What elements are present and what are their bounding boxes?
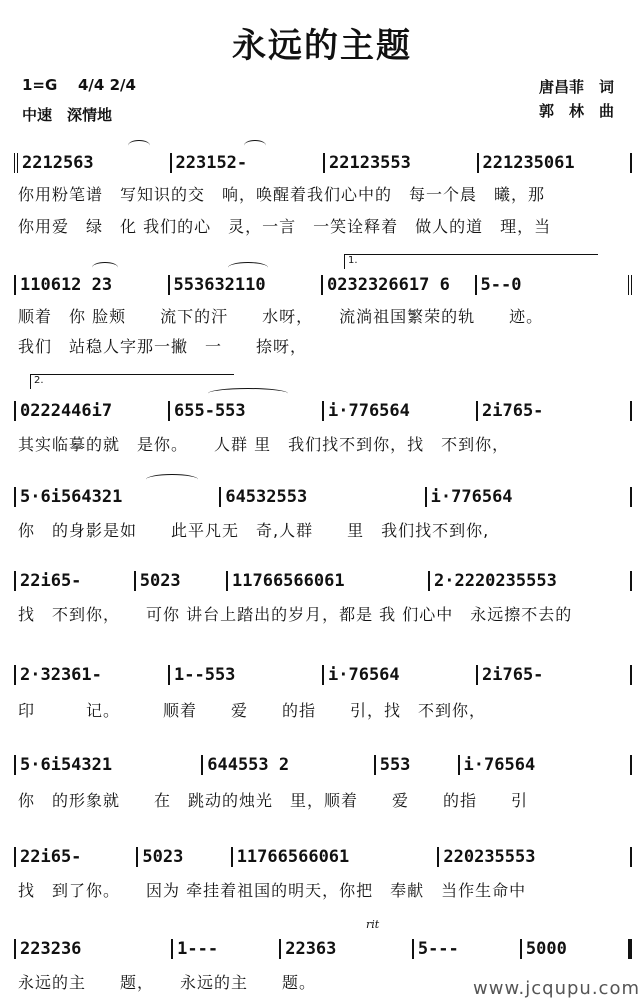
measure: 220235553 bbox=[437, 847, 632, 867]
measure: 655-553 bbox=[168, 401, 322, 421]
ritardando-marking: rit bbox=[366, 918, 380, 931]
measure: 11766566061 bbox=[231, 847, 438, 867]
measure: i·776564 bbox=[425, 487, 632, 507]
watermark-text: www.jcqupu.com bbox=[473, 978, 640, 999]
slur-mark bbox=[128, 140, 150, 151]
measure: 2i765- bbox=[476, 401, 632, 421]
composer-credit: 郭 林 曲 bbox=[538, 102, 614, 120]
slur-mark bbox=[208, 388, 288, 399]
slur-mark bbox=[146, 474, 198, 485]
measure: 22363 bbox=[279, 939, 412, 959]
time-signature: 4/4 2/4 bbox=[78, 76, 136, 94]
measure: 22i65- bbox=[14, 571, 134, 591]
measure: 5--0 bbox=[475, 275, 633, 295]
song-title: 永远的主题 bbox=[232, 26, 412, 66]
measure: 22123553 bbox=[323, 153, 477, 173]
measure: 22i65- bbox=[14, 847, 136, 867]
measure: 5·6i54321 bbox=[14, 755, 201, 775]
measure: 5·6i564321 bbox=[14, 487, 219, 507]
measure: 2·32361- bbox=[14, 665, 168, 685]
lyric-line: 我们 站稳人字那一撇 一 捺呀， bbox=[18, 337, 308, 356]
slur-mark bbox=[92, 262, 118, 273]
measure: 1--- bbox=[171, 939, 279, 959]
measure: 2·2220235553 bbox=[428, 571, 632, 591]
measure: 5023 bbox=[136, 847, 230, 867]
lyric-line: 其实临摹的就 是你。 人群 里 我们找不到你，找 不到你， bbox=[18, 435, 510, 454]
measure: 5000 bbox=[520, 939, 632, 959]
measure: i·76564 bbox=[322, 665, 476, 685]
key-signature: 1=G bbox=[22, 76, 58, 94]
measure: 0222446i7 bbox=[14, 401, 168, 421]
measure: 223236 bbox=[14, 939, 171, 959]
measure: i·776564 bbox=[322, 401, 476, 421]
lyric-line: 印 记。 顺着 爱 的指 引，找 不到你， bbox=[18, 701, 487, 720]
measure: 5--- bbox=[412, 939, 520, 959]
measure: 553632110 bbox=[168, 275, 322, 295]
measure: 0232326617 6 bbox=[321, 275, 475, 295]
lyric-line: 永远的主 题， 永远的主 题。 bbox=[18, 973, 317, 992]
measure: i·76564 bbox=[458, 755, 632, 775]
slur-mark bbox=[244, 140, 266, 151]
lyric-line: 你用粉笔谱 写知识的交 响，唤醒着我们心中的 每一个晨 曦，那 bbox=[18, 185, 546, 204]
second-ending-bracket: 2. bbox=[30, 374, 234, 389]
slur-mark bbox=[228, 262, 268, 273]
measure: 64532553 bbox=[219, 487, 424, 507]
lyric-line: 找 到了你。 因为 牵挂着祖国的明天，你把 奉献 当作生命中 bbox=[18, 881, 527, 900]
measure: 2i765- bbox=[476, 665, 632, 685]
measure: 2212563 bbox=[14, 153, 170, 173]
measure: 5023 bbox=[134, 571, 226, 591]
measure: 223152- bbox=[170, 153, 324, 173]
measure: 11766566061 bbox=[226, 571, 428, 591]
measure: 644553 2 bbox=[201, 755, 373, 775]
lyric-line: 你 的形象就 在 跳动的烛光 里，顺着 爱 的指 引 bbox=[18, 791, 529, 810]
measure: 110612 23 bbox=[14, 275, 168, 295]
lyricist-credit: 唐昌菲 词 bbox=[538, 78, 614, 96]
lyric-line: 顺着 你 脸颊 流下的汗 水呀， 流淌祖国繁荣的轨 迹。 bbox=[18, 307, 544, 326]
tempo-marking: 中速 深情地 bbox=[22, 106, 113, 124]
measure: 1--553 bbox=[168, 665, 322, 685]
lyric-line: 你 的身影是如 此平凡无 奇,人群 里 我们找不到你, bbox=[18, 521, 490, 540]
lyric-line: 找 不到你， 可你 讲台上踏出的岁月，都是 我 们心中 永远擦不去的 bbox=[18, 605, 573, 624]
measure: 221235061 bbox=[477, 153, 633, 173]
first-ending-bracket: 1. bbox=[344, 254, 598, 269]
lyric-line: 你用爱 绿 化 我们的心 灵，一言 一笑诠释着 做人的道 理，当 bbox=[18, 217, 552, 236]
measure: 553 bbox=[374, 755, 458, 775]
